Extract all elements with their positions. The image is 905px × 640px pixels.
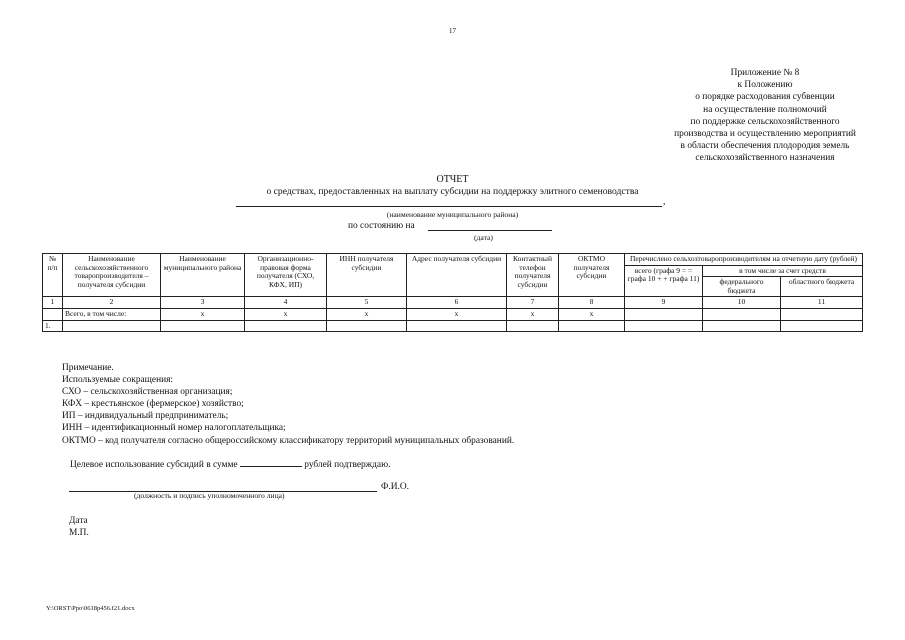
header-address: Адрес получателя субсидии — [407, 254, 507, 297]
appendix-line: по поддержке сельскохозяйственного — [690, 116, 840, 127]
note-line: Примечание. — [62, 363, 114, 373]
table-cell — [625, 308, 703, 320]
fio-label: Ф.И.О. — [381, 482, 409, 492]
column-number: 1 — [43, 297, 63, 309]
header-including: в том числе за счет средств — [703, 265, 863, 277]
district-name-line — [236, 206, 662, 207]
confirmation-statement — [70, 458, 390, 470]
table-cell — [327, 320, 407, 332]
appendix-line: Приложение № 8 — [730, 68, 800, 78]
column-number: 10 — [703, 297, 781, 309]
stamp-label: М.П. — [69, 528, 89, 538]
table-cell — [703, 320, 781, 332]
appendix-line: о порядке расходования субвенции — [695, 92, 835, 103]
column-number: 11 — [781, 297, 863, 309]
appendix-line: производства и осуществлению мероприятий — [674, 129, 856, 140]
document-subtitle: о средствах, предоставленных на выплату субсидии на поддержку элитного семеноводства — [266, 186, 639, 197]
date-line — [428, 230, 552, 231]
table-cell — [559, 320, 625, 332]
na-mark: х — [407, 308, 507, 320]
header-num: № п/п — [43, 254, 63, 297]
appendix-line: в области обеспечения плодородия земель — [680, 141, 850, 152]
as-of-label: по состоянию на — [348, 221, 415, 231]
appendix-line: на осуществление полномочий — [703, 104, 827, 115]
note-line: Используемые сокращения: — [62, 375, 174, 386]
header-legal-form: Организационно-правовая форма получателя (СХО, КФХ, ИП) — [245, 254, 327, 297]
column-number: 4 — [245, 297, 327, 309]
header-regional: областного бюджета — [781, 277, 863, 297]
date-caption: (дата) — [474, 233, 493, 242]
column-number: 8 — [559, 297, 625, 309]
signature-date-label: Дата — [69, 516, 88, 526]
table-cell — [507, 320, 559, 332]
table-row — [43, 320, 863, 332]
page-number: 17 — [449, 27, 456, 35]
appendix-line: к Положению — [737, 80, 793, 91]
confirmation-prefix: Целевое использование субсидий в сумме — [70, 460, 238, 470]
na-mark: х — [161, 308, 245, 320]
appendix-line: сельскохозяйственного назначения — [695, 153, 835, 164]
table-cell — [625, 320, 703, 332]
na-mark: х — [559, 308, 625, 320]
header-inn: ИНН получателя субсидии — [327, 254, 407, 297]
appendix-header — [600, 67, 905, 165]
note-line: КФХ – крестьянское (фермерское) хозяйство; — [62, 399, 244, 410]
footer-file-path: Y:\ORST\Ppo\0618p456.f21.docx — [46, 605, 135, 612]
notes-section — [62, 362, 514, 447]
header-oktmo: ОКТМО получателя субсидии — [559, 254, 625, 297]
na-mark: х — [327, 308, 407, 320]
table-cell — [781, 308, 863, 320]
total-label: Всего, в том числе: — [63, 308, 161, 320]
table-cell — [63, 320, 161, 332]
table-header-row — [43, 254, 863, 266]
confirmation-suffix: рублей подтверждаю. — [304, 460, 391, 470]
total-row — [43, 308, 863, 320]
table-cell — [703, 308, 781, 320]
district-caption: (наименование муниципального района) — [386, 210, 519, 219]
header-federal: федерального бюджета — [703, 277, 781, 297]
header-total: всего (графа 9 = = графа 10 + + графа 11) — [625, 265, 703, 297]
position-caption: (должность и подпись уполномоченного лица) — [134, 491, 285, 500]
note-line: СХО – сельскохозяйственная организация; — [62, 387, 233, 398]
district-comma: , — [663, 196, 666, 207]
report-table — [42, 253, 863, 332]
document-title: ОТЧЕТ — [436, 174, 469, 185]
note-line: ИП – индивидуальный предприниматель; — [62, 411, 229, 422]
row-number: 1. — [43, 320, 63, 332]
table-cell — [161, 320, 245, 332]
table-cell — [43, 308, 63, 320]
table-cell — [407, 320, 507, 332]
note-line: ОКТМО – код получателя согласно общероссийскому классификатору территорий муниципальных образований. — [62, 435, 515, 446]
column-number: 6 — [407, 297, 507, 309]
na-mark: х — [245, 308, 327, 320]
header-recipient-name: Наименование сельскохозяйственного товаропроизводителя – получателя субсидии — [63, 254, 161, 297]
header-district-name: Наименование муниципального района — [161, 254, 245, 297]
column-number: 7 — [507, 297, 559, 309]
header-transferred: Перечислено сельхозтоваропроизводителям на отчетную дату (рублей) — [625, 254, 863, 266]
column-number: 3 — [161, 297, 245, 309]
column-number: 2 — [63, 297, 161, 309]
column-number-row — [43, 297, 863, 309]
column-number: 9 — [625, 297, 703, 309]
note-line: ИНН – идентификационный номер налогоплательщика; — [62, 423, 286, 434]
table-cell — [781, 320, 863, 332]
na-mark: х — [507, 308, 559, 320]
column-number: 5 — [327, 297, 407, 309]
amount-blank — [240, 458, 302, 467]
table-cell — [245, 320, 327, 332]
header-phone: Контактный телефон получателя субсидии — [507, 254, 559, 297]
